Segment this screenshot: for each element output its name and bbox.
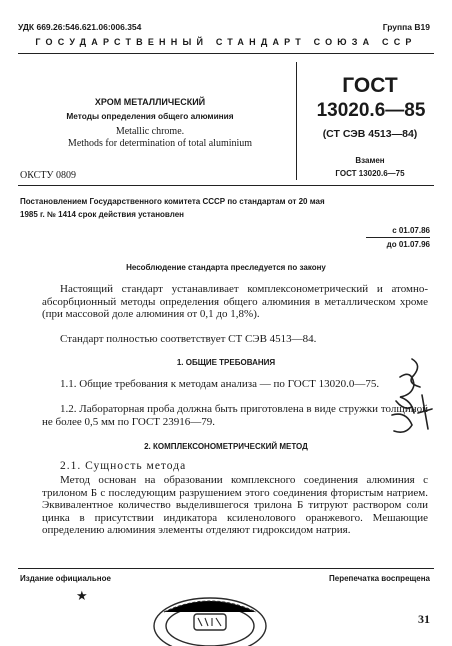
edition-note: Издание официальное [20,574,111,583]
decree-line-2: 1985 г. № 1414 срок действия установлен [20,210,184,219]
section-1-paragraph-2: 1.2. Лабораторная проба должна быть приготовлена в виде стружки толщиной не более 0,5 мм по ГОСТ 23916—79. [42,403,428,428]
law-notice: Несоблюдение стандарта преследуется по закону [126,263,326,272]
st-sev-number: (СТ СЭВ 4513—84) [322,128,418,140]
group-code: Группа В19 [382,22,430,32]
standard-banner: ГОСУДАРСТВЕННЫЙ СТАНДАРТ СОЮЗА ССР [35,37,417,47]
intro-paragraph-2: Стандарт полностью соответствует СТ СЭВ 4513—84. [60,333,317,345]
decree-date-from: с 01.07.86 [392,226,430,235]
footer-rule [18,568,434,569]
header-rule [18,53,434,54]
section-1-paragraph-1: 1.1. Общие требования к методам анализа — по ГОСТ 13020.0—75. [60,378,380,390]
section-2-subheading: 2.1. Сущность метода [60,460,187,472]
subtitle-en: Methods for determination of total aluminium [67,138,253,149]
udk-code: УДК 669.26:546.621.06:006.354 [18,22,142,32]
okstu-code: ОКСТУ 0809 [20,170,77,181]
replaces-label: Взамен [355,156,385,165]
title-en: Metallic chrome. [115,126,185,137]
star-icon: ★ [76,588,88,603]
section-2-paragraph-1: Метод основан на образовании комплексного соединения алюминия с трилоном Б с последующим разрушением этого соединения фтористым натрием. Эквивалентное количество выделившегося трилона Б титруют раствором соли цинка в присутствии индикатора ксиленолового оранжевого. Мешающие определению алюминия элементы отделяют гидроксидом натрия. [42,474,428,537]
library-stamp-icon [150,592,270,646]
title-divider [296,62,297,180]
replaces-value: ГОСТ 13020.6—75 [335,169,405,178]
title-ru: ХРОМ МЕТАЛЛИЧЕСКИЙ [94,97,206,107]
handwritten-margin-note [382,355,438,445]
section-2-heading: 2. КОМПЛЕКСОНОМЕТРИЧЕСКИЙ МЕТОД [144,442,308,451]
page-number: 31 [418,612,430,626]
decree-date-to: до 01.07.96 [386,240,430,249]
decree-line-1: Постановлением Государственного комитета СССР по стандартам от 20 мая [20,197,325,206]
decree-date-rule [366,237,430,238]
intro-paragraph-1: Настоящий стандарт устанавливает комплексонометрический и атомно-абсорбционный методы определения общего алюминия в металлическом хроме (при массовой доле алюминия от 0,1 до 1,8%). [42,283,428,321]
section-1-heading: 1. ОБЩИЕ ТРЕБОВАНИЯ [176,358,276,367]
reprint-note: Перепечатка воспрещена [329,574,430,583]
gost-label: ГОСТ [342,74,398,97]
gost-number: 13020.6—85 [316,100,426,121]
title-rule [18,185,434,186]
subtitle-ru: Методы определения общего алюминия [66,111,234,121]
